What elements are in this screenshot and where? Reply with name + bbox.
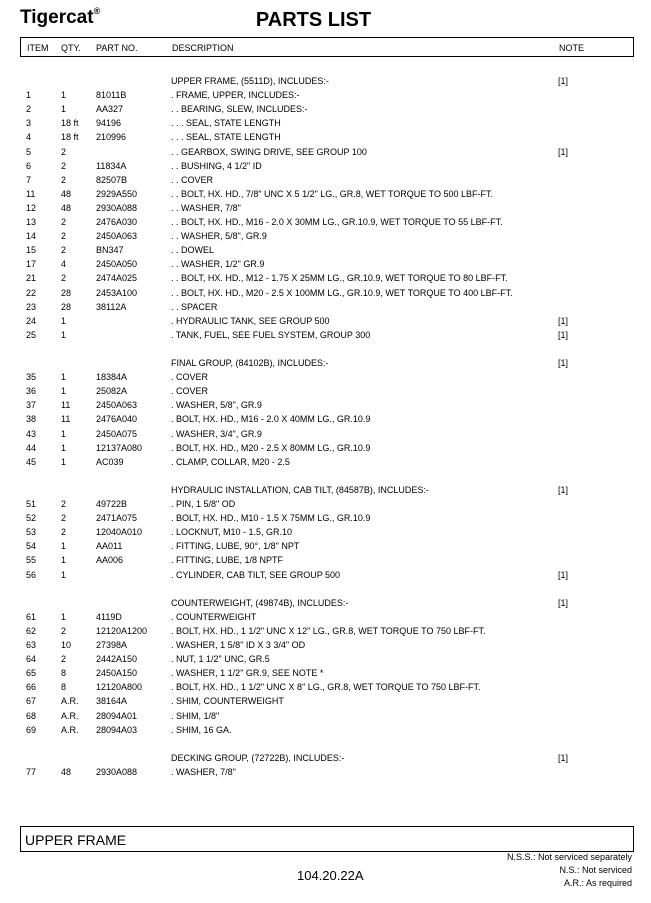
row-quantity: 48	[61, 766, 72, 777]
table-row	[0, 696, 651, 710]
table-row	[0, 358, 651, 372]
row-part-number: 38164A	[96, 696, 128, 707]
row-part-number: 2453A100	[96, 287, 138, 298]
table-row	[0, 668, 651, 682]
row-part-number: 2450A050	[96, 259, 138, 270]
row-quantity: 2	[61, 625, 67, 636]
row-note: [1]	[558, 76, 569, 86]
row-part-number: 2450A063	[96, 400, 138, 411]
row-quantity: 2	[61, 160, 67, 171]
row-quantity: 1	[61, 386, 67, 397]
row-part-number: 2471A075	[96, 513, 138, 524]
table-row	[0, 175, 651, 189]
row-quantity: A.R.	[61, 724, 79, 735]
row-description: . . BEARING, SLEW, INCLUDES:-	[171, 104, 308, 115]
row-part-number: AA006	[96, 555, 124, 566]
row-part-number: AA327	[96, 104, 124, 115]
row-quantity: 28	[61, 287, 72, 298]
row-description: . LOCKNUT, M10 - 1.5, GR.10	[171, 527, 293, 538]
table-row	[0, 259, 651, 273]
column-header-bar	[20, 37, 634, 57]
table-row	[0, 739, 651, 753]
row-quantity: 1	[61, 611, 67, 622]
table-row	[0, 555, 651, 569]
row-quantity: 2	[61, 245, 67, 256]
row-description: . . DOWEL	[171, 245, 215, 256]
row-item-number: 67	[26, 696, 37, 707]
row-description: . FITTING, LUBE, 90°, 1/8" NPT	[171, 541, 300, 552]
row-item-number: 62	[26, 625, 37, 636]
page-number: 104.20.22A	[297, 868, 364, 883]
row-description: . WASHER, 1 5/8" ID X 3 3/4" OD	[171, 640, 306, 650]
row-quantity: 48	[61, 188, 72, 199]
table-row	[0, 302, 651, 316]
row-description: . FITTING, LUBE, 1/8 NPTF	[171, 555, 284, 566]
row-item-number: 68	[26, 710, 37, 721]
table-row	[0, 443, 651, 457]
table-row	[0, 132, 651, 146]
row-quantity: 2	[61, 527, 67, 538]
row-item-number: 77	[26, 766, 37, 777]
table-row	[0, 541, 651, 555]
table-row	[0, 273, 651, 287]
brand-name: Tigercat	[20, 7, 94, 28]
row-part-number: 12120A800	[96, 682, 143, 693]
row-part-number: 12040A010	[96, 527, 143, 538]
table-row	[0, 372, 651, 386]
row-quantity: 1	[61, 442, 67, 453]
section-title: UPPER FRAME	[25, 832, 127, 848]
row-description: . COVER	[171, 386, 209, 397]
row-quantity: 1	[61, 372, 67, 383]
row-part-number: 18384A	[96, 372, 128, 383]
row-item-number: 13	[26, 217, 37, 227]
row-item-number: 35	[26, 372, 37, 383]
row-item-number: 14	[26, 231, 37, 242]
row-part-number: 38112A	[96, 301, 127, 312]
row-description: . BOLT, HX. HD., 1 1/2" UNC X 8" LG., GR.8, WET TORQUE TO 750 LBF-FT.	[171, 682, 481, 693]
row-part-number: 25082A	[96, 386, 128, 397]
row-description: . . BOLT, HX. HD., M20 - 2.5 X 100MM LG., GR.10.9, WET TORQUE TO 400 LBF-FT.	[171, 287, 513, 298]
row-quantity: 1	[61, 456, 67, 467]
row-description: FINAL GROUP, (84102B), INCLUDES:-	[171, 358, 329, 368]
row-description: COUNTERWEIGHT, (49874B), INCLUDES:-	[171, 597, 349, 608]
row-description: . CYLINDER, CAB TILT, SEE GROUP 500	[171, 569, 341, 580]
row-part-number: 2474A025	[96, 273, 138, 284]
row-item-number: 6	[26, 160, 32, 171]
row-part-number: 12137A080	[96, 442, 143, 453]
table-row	[0, 189, 651, 203]
row-description: . WASHER, 1 1/2" GR.9, SEE NOTE *	[171, 668, 324, 679]
row-item-number: 25	[26, 329, 37, 340]
page-title-wrap	[0, 9, 651, 32]
row-item-number: 3	[26, 118, 32, 129]
row-description: . . GEARBOX, SWING DRIVE, SEE GROUP 100	[171, 146, 367, 157]
row-quantity: 18 ft	[61, 118, 79, 129]
table-row	[0, 147, 651, 161]
row-part-number: 28094A03	[96, 724, 138, 735]
table-row	[0, 104, 651, 118]
row-description: . . BUSHING, 4 1/2" ID	[171, 160, 262, 171]
row-quantity: 8	[61, 668, 67, 679]
row-description: . BOLT, HX. HD., M10 - 1.5 X 75MM LG., GR.10.9	[171, 513, 371, 524]
table-row	[0, 203, 651, 217]
row-quantity: 2	[61, 499, 67, 509]
row-description: . COVER	[171, 372, 209, 383]
row-description: . . . SEAL, STATE LENGTH	[171, 118, 281, 129]
table-row	[0, 767, 651, 781]
row-item-number: 43	[26, 428, 37, 439]
row-item-number: 44	[26, 442, 37, 453]
row-item-number: 12	[26, 202, 37, 213]
row-description: . TANK, FUEL, SEE FUEL SYSTEM, GROUP 300	[171, 329, 371, 340]
row-note: [1]	[558, 329, 569, 340]
table-row	[0, 753, 651, 767]
table-row	[0, 161, 651, 175]
row-part-number: 11834A	[96, 160, 127, 171]
row-quantity: A.R.	[61, 710, 79, 721]
row-item-number: 54	[26, 541, 37, 552]
row-description: . BOLT, HX. HD., M20 - 2.5 X 80MM LG., GR.10.9	[171, 442, 371, 453]
row-item-number: 15	[26, 245, 37, 256]
row-description: . . COVER	[171, 174, 214, 185]
row-quantity: A.R.	[61, 696, 79, 707]
row-item-number: 5	[26, 146, 32, 157]
row-note: [1]	[558, 569, 569, 580]
table-row	[0, 344, 651, 358]
row-description: . BOLT, HX. HD., M16 - 2.0 X 40MM LG., GR.10.9	[171, 414, 371, 425]
row-item-number: 17	[26, 259, 37, 270]
row-description: . . BOLT, HX. HD., M12 - 1.75 X 25MM LG., GR.10.9, WET TORQUE TO 80 LBF-FT.	[171, 273, 508, 284]
column-header-note: NOTE	[559, 43, 585, 53]
row-quantity: 1	[61, 555, 67, 566]
row-item-number: 69	[26, 724, 37, 735]
row-item-number: 63	[26, 640, 37, 650]
row-description: . . WASHER, 5/8", GR.9	[171, 231, 267, 242]
table-row	[0, 626, 651, 640]
row-quantity: 8	[61, 682, 67, 693]
row-part-number: 210996	[96, 132, 127, 143]
row-item-number: 36	[26, 386, 37, 397]
row-description: UPPER FRAME, (5511D), INCLUDES:-	[171, 76, 329, 86]
row-quantity: 1	[61, 428, 67, 439]
row-item-number: 22	[26, 287, 37, 298]
row-quantity: 2	[61, 231, 67, 242]
row-description: . . WASHER, 7/8"	[171, 202, 241, 213]
row-item-number: 52	[26, 513, 37, 524]
row-item-number: 55	[26, 555, 37, 566]
column-header-description: DESCRIPTION	[172, 43, 234, 53]
row-description: . . . SEAL, STATE LENGTH	[171, 132, 281, 143]
row-part-number: 2930A088	[96, 202, 138, 213]
row-quantity: 1	[61, 315, 67, 326]
row-description: . NUT, 1 1/2" UNC, GR.5	[171, 654, 270, 665]
row-item-number: 37	[26, 400, 37, 411]
row-quantity: 1	[61, 90, 67, 101]
table-row	[0, 429, 651, 443]
row-part-number: 2930A088	[96, 766, 138, 777]
row-description: . WASHER, 3/4", GR.9	[171, 428, 262, 439]
row-part-number: 94196	[96, 118, 122, 129]
table-row	[0, 288, 651, 302]
page-title: PARTS LIST	[255, 9, 372, 31]
table-row	[0, 217, 651, 231]
row-item-number: 23	[26, 301, 37, 312]
table-row	[0, 598, 651, 612]
row-note: [1]	[558, 484, 569, 495]
row-note: [1]	[558, 315, 569, 326]
row-quantity: 2	[61, 174, 67, 185]
row-quantity: 2	[61, 146, 67, 157]
row-description: . WASHER, 7/8"	[171, 766, 236, 777]
row-quantity: 2	[61, 513, 67, 524]
table-row	[0, 118, 651, 132]
table-row	[0, 316, 651, 330]
table-row	[0, 457, 651, 471]
row-item-number: 24	[26, 315, 37, 326]
row-quantity: 28	[61, 301, 72, 312]
row-note: [1]	[558, 752, 569, 763]
row-description: . . BOLT, HX. HD., M16 - 2.0 X 30MM LG., GR.10.9, WET TORQUE TO 55 LBF-FT.	[171, 217, 503, 227]
row-item-number: 4	[26, 132, 32, 143]
row-quantity: 11	[61, 400, 71, 411]
table-row	[0, 485, 651, 499]
row-description: . CLAMP, COLLAR, M20 - 2.5	[171, 456, 290, 467]
table-row	[0, 513, 651, 527]
row-item-number: 2	[26, 104, 32, 115]
row-item-number: 65	[26, 668, 37, 679]
row-item-number: 7	[26, 174, 32, 185]
row-quantity: 2	[61, 654, 67, 665]
table-row	[0, 231, 651, 245]
row-item-number: 56	[26, 569, 37, 580]
row-part-number: 49722B	[96, 499, 128, 509]
registered-mark: ®	[93, 5, 101, 16]
row-description: . . WASHER, 1/2" GR.9	[171, 259, 265, 270]
row-item-number: 66	[26, 682, 37, 693]
section-title-box	[20, 826, 634, 852]
row-note: [1]	[558, 358, 569, 368]
row-quantity: 1	[61, 329, 67, 340]
table-row	[0, 725, 651, 739]
row-description: . . BOLT, HX. HD., 7/8" UNC X 5 1/2" LG., GR.8, WET TORQUE TO 500 LBF-FT.	[171, 188, 493, 199]
row-part-number: 82507B	[96, 174, 128, 185]
row-description: . SHIM, 1/8"	[171, 710, 220, 721]
row-quantity: 18 ft	[61, 132, 79, 143]
table-row	[0, 90, 651, 104]
row-part-number: 2476A030	[96, 217, 138, 227]
row-part-number: 2442A150	[96, 654, 138, 665]
row-quantity: 4	[61, 259, 67, 270]
row-item-number: 45	[26, 456, 37, 467]
row-description: HYDRAULIC INSTALLATION, CAB TILT, (84587B), INCLUDES:-	[171, 484, 429, 495]
legend-ar: A.R.: As required	[563, 878, 632, 888]
table-row	[0, 640, 651, 654]
column-header-item: ITEM	[27, 43, 49, 53]
row-part-number: 81011B	[96, 90, 127, 101]
row-quantity: 2	[61, 273, 67, 284]
row-quantity: 48	[61, 202, 72, 213]
row-item-number: 11	[26, 188, 36, 199]
row-part-number: 2450A075	[96, 428, 138, 439]
row-quantity: 1	[61, 541, 67, 552]
row-item-number: 51	[26, 499, 37, 509]
row-item-number: 1	[26, 90, 32, 101]
row-quantity: 2	[61, 217, 67, 227]
row-item-number: 38	[26, 414, 37, 425]
row-item-number: 61	[26, 611, 37, 622]
row-part-number: BN347	[96, 245, 124, 256]
table-row	[0, 330, 651, 344]
table-row	[0, 499, 651, 513]
row-part-number: 12120A1200	[96, 625, 148, 636]
row-quantity: 1	[61, 569, 67, 580]
column-header-qty: QTY.	[61, 43, 81, 53]
row-part-number: 2450A063	[96, 231, 138, 242]
row-description: . SHIM, COUNTERWEIGHT	[171, 696, 284, 707]
column-header-part-no: PART NO.	[96, 43, 138, 53]
legend-ns: N.S.: Not serviced	[559, 865, 632, 875]
legend-nss: N.S.S.: Not serviced separately	[506, 852, 632, 862]
row-part-number: AC039	[96, 456, 124, 467]
row-description: . PIN, 1 5/8" OD	[171, 499, 236, 509]
table-row	[0, 471, 651, 485]
row-part-number: 2450A150	[96, 668, 138, 679]
row-description: . WASHER, 5/8", GR.9	[171, 400, 262, 411]
row-description: . . SPACER	[171, 301, 218, 312]
row-quantity: 11	[61, 414, 71, 425]
row-note: [1]	[558, 146, 569, 157]
table-row	[0, 612, 651, 626]
row-part-number: 2929A550	[96, 188, 138, 199]
row-description: . SHIM, 16 GA.	[171, 724, 232, 735]
row-part-number: 4119D	[96, 611, 122, 622]
table-row	[0, 386, 651, 400]
table-row	[0, 400, 651, 414]
row-quantity: 1	[61, 104, 67, 115]
row-description: . BOLT, HX. HD., 1 1/2" UNC X 12" LG., GR.8, WET TORQUE TO 750 LBF-FT.	[171, 625, 486, 636]
row-quantity: 10	[61, 640, 72, 650]
table-row	[0, 584, 651, 598]
table-row	[0, 711, 651, 725]
table-row	[0, 654, 651, 668]
table-row	[0, 76, 651, 90]
row-part-number: 28094A01	[96, 710, 138, 721]
table-row	[0, 245, 651, 259]
table-row	[0, 570, 651, 584]
row-part-number: AA011	[96, 541, 123, 552]
row-description: DECKING GROUP, (72722B), INCLUDES:-	[171, 752, 345, 763]
table-row	[0, 682, 651, 696]
row-item-number: 21	[26, 273, 37, 284]
row-note: [1]	[558, 597, 569, 608]
abbreviation-legend	[507, 851, 632, 890]
row-description: . FRAME, UPPER, INCLUDES:-	[171, 90, 300, 101]
row-description: . COUNTERWEIGHT	[171, 611, 257, 622]
row-item-number: 53	[26, 527, 37, 538]
table-row	[0, 527, 651, 541]
row-item-number: 64	[26, 654, 37, 665]
row-part-number: 2476A040	[96, 414, 138, 425]
table-row	[0, 414, 651, 428]
row-description: . HYDRAULIC TANK, SEE GROUP 500	[171, 315, 330, 326]
row-part-number: 27398A	[96, 640, 128, 650]
